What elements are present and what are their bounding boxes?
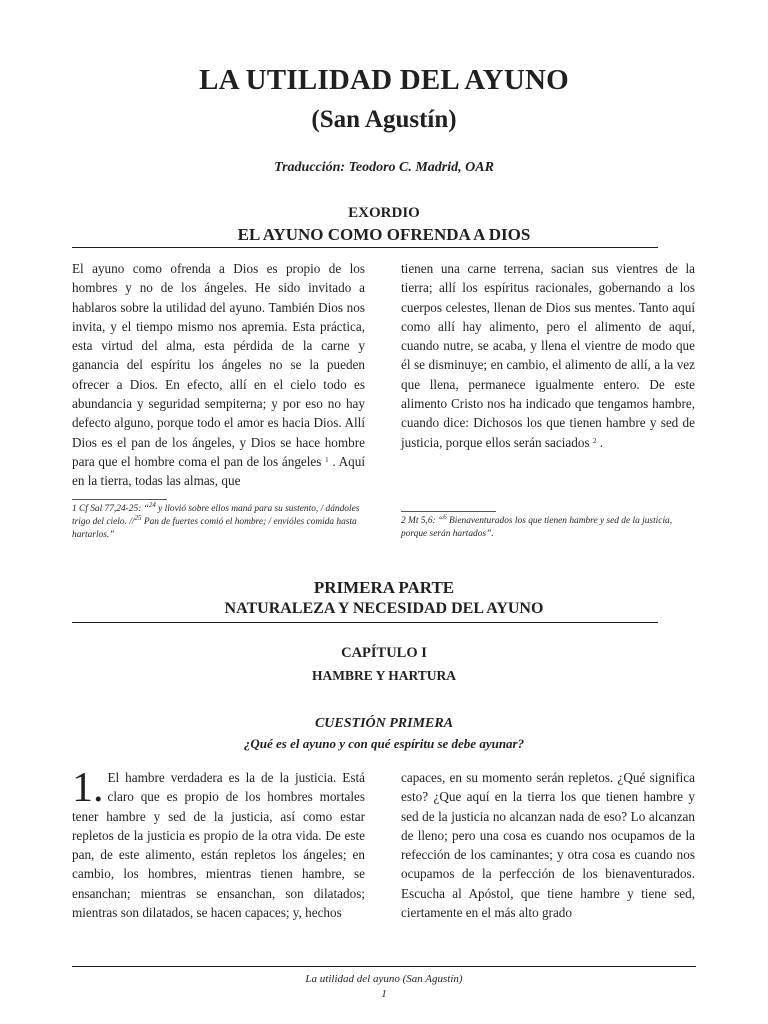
footnote-divider-right — [401, 511, 496, 512]
footnote-2-lead: 2 Mt 5,6: “ — [401, 516, 444, 526]
footnote-2-end: Bienaventurados los que tienen hambre y sed de la justicia, porque serán hartados”. — [401, 516, 673, 539]
footnote-1-verse-24: 24 — [148, 501, 156, 509]
drop-cap-number: 1. — [72, 765, 104, 811]
page-number: 1 — [381, 988, 387, 1000]
footnote-2 — [401, 515, 695, 541]
part-column-left — [72, 765, 365, 922]
footnote-1-lead: 1 Cf Sal 77,24-25: “ — [72, 504, 149, 514]
section-divider — [72, 247, 658, 248]
exordio-column-right — [401, 259, 695, 452]
question-label: CUESTIÓN PRIMERA — [314, 716, 454, 731]
footer-divider — [72, 966, 696, 967]
exordio-paragraph-right: tienen una carne terrena, sacian sus vientres de la tierra; allí los espíritus racionales, gobernando a los cuerpos celestes, llenan de Dios sus mentes. Tanto aquí como allí hay alimento, pero el alimento de aquí, cuando nutre, se acaba, y llena el vientre de modo que él se disminuye; en cambio, el alimento de allí, a la vez que llena, permanece igualmente entero. De este alimento Cristo nos ha indicado que tengamos hambre, cuando dice: Dichosos los que tienen hambre y sed de justicia, porque ellos serán saciados — [401, 261, 695, 450]
section-label-exordio: EXORDIO — [348, 205, 420, 221]
part-label: PRIMERA PARTE — [313, 578, 455, 597]
footnote-1-verse-25: 25 — [134, 514, 142, 522]
footnote-1 — [72, 503, 370, 542]
part-paragraph-right: capaces, en su momento serán repletos. ¿Qué significa esto? ¿Que aquí en la tierra los que tienen hambre y sed de la justicia no alcanzan nada de eso? Lo alcanzan de lleno; pero una cosa es cuando nos ocupamos de la refección de los caminantes; y otra cosa es cuando nos ocupamos de la perfección de los bienaventurados. Escucha al Apóstol, que tiene hambre y tiene sed, ciertamente en el más alto grado — [401, 770, 695, 921]
part-title: NATURALEZA Y NECESIDAD DEL AYUNO — [224, 600, 544, 617]
translator-credit: Traducción: Teodoro C. Madrid, OAR — [274, 160, 494, 175]
footnote-ref-1: 1 — [325, 455, 329, 464]
running-title: La utilidad del ayuno (San Agustín) — [305, 973, 463, 985]
footnote-1-end: Pan de fuertes comió el hombre; / envióles comida hasta hartarlos.” — [72, 517, 357, 540]
exordio-paragraph-right-tail: . — [599, 434, 603, 450]
footnote-divider-left — [72, 499, 167, 500]
footnote-1-mid: y llovió sobre ellos maná para su sustento, / dándoles trigo del cielo. // — [72, 504, 360, 527]
section-title-exordio: EL AYUNO COMO OFRENDA A DIOS — [237, 225, 531, 244]
question-subtitle: ¿Qué es el ayuno y con qué espíritu se debe ayunar? — [243, 736, 525, 751]
part-paragraph-left: El hambre verdadera es la de la justicia. Está claro que es propio de los hombres mortales tener hambre y sed de la justicia, así como estar repletos de la justicia es propio de la otra vida. De este pan, de este alimento, están repletos los ángeles; en cambio, los hombres, mientras tienen hambre, se ensanchan; mientras se ensanchan, son dilatados; mientras son dilatados, se hacen capaces; y, hechos — [72, 770, 365, 921]
footnote-ref-2: 2 — [592, 436, 597, 445]
page-subtitle: (San Agustín) — [311, 106, 457, 133]
exordio-column-left — [72, 259, 365, 491]
exordio-paragraph-left-tail: . Aquí en la tierra, todas las almas, que — [72, 453, 366, 489]
part-divider — [72, 622, 658, 623]
chapter-label: CAPÍTULO I — [341, 645, 427, 661]
page-title: LA UTILIDAD DEL AYUNO — [199, 64, 569, 96]
part-column-right — [401, 768, 695, 922]
chapter-title: HAMBRE Y HARTURA — [311, 668, 457, 683]
exordio-paragraph-left: El ayuno como ofrenda a Dios es propio de los hombres y no de los ángeles. He sido invitado a hablaros sobre la utilidad del ayuno. También Dios nos invita, y el tiempo mismo nos apremia. Esta práctica, esta virtud del alma, esta pérdida de la carne y ganancia del espíritu los ángeles no se la pueden ofrecer a Dios. En efecto, allí en el cielo todo es abundancia y seguridad sempiterna; y por eso no hay defecto alguno, porque todo el amor es hacia Dios. Allí Dios es el pan de los ángeles, y Dios se hace hombre para que el hombre coma el pan de los ángeles — [72, 261, 365, 469]
footnote-2-verse-6: 6 — [443, 513, 447, 521]
